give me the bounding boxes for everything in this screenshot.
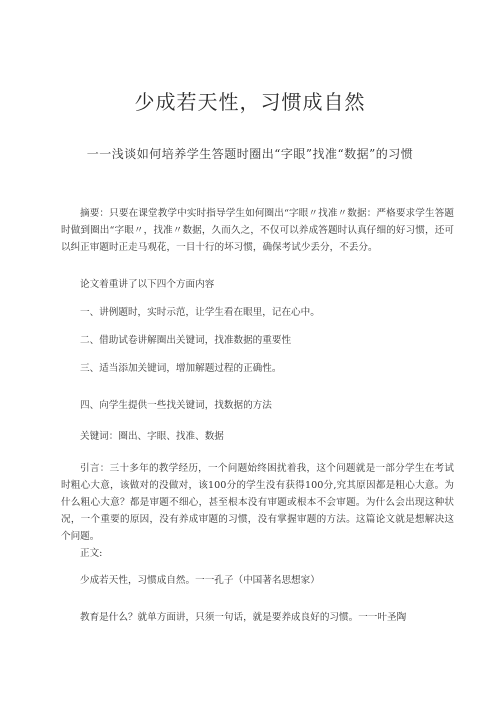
abstract-paragraph: 摘要：只要在课堂教学中实时指导学生如何圈出“字眼〃找准〃数据：严格要求学生答题时做到圈出“字眼〃，找准〃数据，久而久之，不仅可以养成答题时认真仔细的好习惯，还可以纠正审题时正走马观花，一目十行的坏习惯，确保考试少丢分，不丢分。 <box>61 208 454 253</box>
document-subtitle: 一一浅谈如何培养学生答题时圈出“字眼”找准“数据”的习惯 <box>86 147 414 161</box>
outline-intro: 论文着重讲了以下四个方面内容 <box>80 279 215 290</box>
document-title: 少成若天性，习惯成自然 <box>134 90 366 114</box>
outline-point-1: 一、讲例题时，实时示范，让学生看在眼里，记在心中。 <box>80 307 320 318</box>
outline-point-2: 二、借助试卷讲解圈出关键词，找准数据的重要性 <box>80 335 292 346</box>
body-label: 正文: <box>80 548 103 559</box>
outline-point-3: 三、适当添加关键词，增加解题过程的正确性。 <box>80 363 282 374</box>
quote-confucius: 少成若天性，习惯成自然。一一孔子（中国著名思想家） <box>80 575 320 586</box>
keywords-line: 关键词：圈出、字眼、找准、数据 <box>80 431 224 442</box>
preface-paragraph: 引言：三十多年的教学经历，一个问题始终困扰着我，这个问题就是一部分学生在考试时粗心大意，该做对的没做对，该100分的学生没有获得100分,究其原因都是粗心大意。为什么粗心大意？都是审题不细心，甚至根本没有审题或根本不会审题。为什么会出现这种状况，一个重要的原因，没有养成审题的习惯，没有掌握审题的方法。这篇论文就是想解决这个问题。 <box>61 463 454 542</box>
quote-ye-shengtao: 教育是什么？就单方面讲，只须一句话，就是要养成良好的习惯。一一叶圣陶 <box>80 612 407 623</box>
outline-point-4: 四、向学生提供一些找关键词，找数据的方法 <box>80 400 272 411</box>
